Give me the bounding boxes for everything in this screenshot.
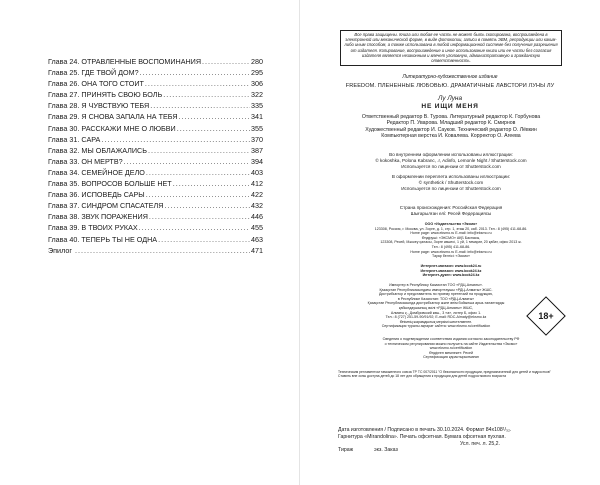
toc-chapter-title: ОНА ТОГО СТОИТ: [81, 79, 144, 89]
regulation-line: Техническим регламентом таможенного союза ТР ТС 007/2011 "О безопасности продукции, предназначенной для детей и подростков": [338, 370, 551, 374]
editorial-credits: [340, 114, 562, 140]
toc-leader-dots: [101, 134, 250, 145]
toc-chapter-label: Глава 28.: [48, 101, 80, 111]
toc-chapter-label: Глава 24.: [48, 57, 80, 66]
toc-entry: [48, 78, 263, 89]
toc-chapter-label: Глава 32.: [48, 145, 80, 155]
publisher-line: Home page: www.eksmo.ru E-mail: info@eksmo.ru: [410, 231, 492, 236]
publisher-line: Өндіруші: «ЭКСМО» АҚБ Баспасы,: [421, 235, 481, 240]
toc-leader-dots: [148, 145, 250, 156]
production-line: Гарнитура «Mirandolina». Печать офсетная. Бумага офсетная пухлая.: [338, 433, 506, 440]
toc-chapter-label: Глава 29.: [48, 112, 80, 122]
origin-line: Шығарылған елі: Ресей Федерациясы: [410, 211, 492, 216]
toc-leader-dots: [140, 67, 250, 78]
toc-entry: [48, 211, 263, 222]
series-name: FREEDOM. ПЛЕНЕННЫЕ ЛЮБОВЬЮ. ДРАМАТИЧНЫЕ ЛАВСТОРИ ЛУНЫ ЛУ: [345, 83, 555, 89]
toc-chapter-label: Глава 34.: [48, 167, 80, 177]
toc-entry: [48, 156, 263, 167]
cert-line: Өндірген мемлекет: Ресей: [428, 350, 474, 355]
origin-line: Страна происхождения: Российская Федерация: [399, 205, 503, 210]
illus-line: Используется по лицензии от Shutterstock.com: [401, 186, 501, 191]
shop-link: Интернет-дүкен: www.book24.kz: [422, 273, 480, 278]
importer-line: Сертификация туралы ақпарат сайтта: www.eksmo.ru/certification: [381, 324, 491, 329]
toc-leader-dots: [75, 245, 250, 256]
cert-line: www.eksmo.ru/certification: [429, 346, 473, 351]
toc-chapter-title: МЫ ОБЛАЖАЛИСЬ: [81, 145, 147, 155]
toc-chapter-title: ЗВУК ПОРАЖЕНИЯ: [81, 212, 148, 222]
toc-leader-dots: [163, 89, 250, 100]
toc-page-number: 387: [251, 145, 263, 155]
print-run-label: Тираж: [338, 447, 354, 454]
toc-leader-dots: [202, 56, 250, 67]
publisher-line: 123308, Россия, г. Москва, ул. Зорге, д. 1, стр. 1, этаж 20, каб. 2013. Тел.: 8 (495) 411-68-86.: [374, 226, 528, 231]
importer-line: Қазақстан Республикасындағы импорттаушы «РДЦ-Алматы» ЖШС.: [379, 287, 493, 292]
toc-page-number: 341: [251, 112, 263, 122]
toc-chapter-label: Глава 31.: [48, 134, 80, 144]
toc-chapter-label: Глава 27.: [48, 90, 80, 100]
toc-entry: [48, 56, 263, 67]
toc-chapter-title: ИСПОВЕДЬ САРЫ: [81, 190, 145, 200]
importer-line: қабылдаушының өкілі «РДЦ-Алматы» ЖШС,: [398, 305, 474, 310]
toc-entry: [48, 123, 263, 134]
credit-line: Ответственный редактор В. Турова. Литературный редактор К. Горбунова: [361, 114, 541, 120]
publisher-line: 123308, Ресей, Мәскеу қаласы, Зорге көшесі, 1 үй, 1 ғимарат, 20 қабат, офис 2013 ж.: [380, 240, 522, 245]
toc-chapter-title: РАССКАЖИ МНЕ О ЛЮБВИ: [81, 123, 176, 133]
toc-chapter-label: Глава 25.: [48, 68, 80, 78]
certification-block: [350, 337, 552, 360]
illus-line: Используется по лицензии от Shutterstock.com: [401, 164, 501, 169]
cert-line: Сертификация қарастырылмаған: [423, 355, 479, 360]
toc-page-number: 471: [251, 245, 263, 255]
toc-chapter-label: Глава 40.: [48, 234, 80, 244]
importer-line: Импортер в Республику Казахстан ТОО «РДЦ-Алматы».: [389, 283, 483, 287]
cert-line: о техническом регулировании можно получить на сайте Издательства «Эксмо»: [384, 341, 518, 346]
order-label: экз. Заказ: [374, 447, 398, 454]
toc-leader-dots: [146, 189, 250, 200]
toc-chapter-label: Глава 30.: [48, 123, 80, 133]
toc-entry: [48, 100, 263, 111]
publisher-block: [350, 222, 552, 259]
toc-page-number: 446: [251, 212, 263, 222]
illustration-credits: [340, 152, 562, 192]
toc-entry: [48, 234, 263, 245]
author-name: Лу Луна: [438, 95, 462, 102]
regulation-notice: [338, 370, 570, 379]
toc-chapter-label: Глава 37.: [48, 201, 80, 211]
toc-chapter-label: Глава 33.: [48, 156, 80, 166]
toc-chapter-label: Глава 26.: [48, 79, 80, 89]
illus-line: © synthetick / Shutterstock.com: [418, 180, 484, 185]
table-of-contents: [48, 56, 263, 256]
toc-chapter-label: Глава 35.: [48, 179, 80, 189]
importer-block: [344, 283, 528, 329]
importer-line: Алматы қ., Домбровский көш., 3 «а», литер Б, офис 1.: [390, 310, 482, 315]
book-title: НЕ ИЩИ МЕНЯ: [421, 103, 479, 110]
toc-entry: [48, 67, 263, 78]
toc-chapter-title: Я ЧУВСТВУЮ ТЕБЯ: [81, 101, 150, 111]
shop-link: Интернет-магазин: www.book24.kz: [420, 268, 482, 273]
toc-leader-dots: [150, 100, 250, 111]
toc-page-number: 322: [251, 90, 263, 100]
rights-notice: Все права защищены. Книга или любая ее часть не может быть скопирована, воспроизведена в электронной или механической форме, в виде фотокопии, записи в память ЭВМ, репродукции или каким-либо иным способом, а также использована в любой информационной системе без получения разрешения от издателя. Копирование, воспроизведение и иное использование книги или ее части без согласия издателя является незаконным и влечет уголовную, административную и гражданскую ответственность.: [340, 30, 562, 66]
toc-chapter-title: ГДЕ ТВОЙ ДОМ?: [81, 68, 139, 78]
toc-chapter-title: СЕМЕЙНОЕ ДЕЛО: [81, 167, 145, 177]
toc-leader-dots: [177, 123, 250, 134]
toc-page-number: 394: [251, 156, 263, 166]
credit-line: Редактор П. Уварова. Младший редактор К. Смирнов: [386, 120, 516, 127]
publisher-line: Home page: www.eksmo.ru E-mail: info@eksmo.ru: [410, 249, 492, 254]
importer-line: в Республике Казахстан: ТОО «РДЦ-Алматы»: [397, 296, 475, 301]
toc-chapter-title: ТЕПЕРЬ ТЫ НЕ ОДНА: [81, 234, 158, 244]
toc-page-number: 370: [251, 134, 263, 144]
toc-leader-dots: [145, 78, 250, 89]
toc-page-number: 463: [251, 234, 263, 244]
toc-leader-dots: [149, 211, 250, 222]
toc-page-number: 355: [251, 123, 263, 133]
toc-chapter-label: Глава 39.: [48, 223, 80, 233]
importer-line: Дистрибьютор и представитель по приему претензий на продукцию,: [378, 292, 494, 297]
toc-chapter-label: Глава 38.: [48, 212, 80, 222]
toc-chapter-title: ОТРАВЛЕННЫЕ ВОСПОМИНАНИЯ: [81, 57, 202, 66]
toc-leader-dots: [139, 222, 250, 233]
toc-entry: [48, 89, 263, 100]
toc-page-number: 295: [251, 68, 263, 78]
toc-page-number: 403: [251, 167, 263, 177]
publisher-line: Тауар белгісі: «Эксмо»: [432, 254, 470, 259]
toc-chapter-title: СИНДРОМ СПАСАТЕЛЯ: [81, 201, 164, 211]
toc-chapter-label: Эпилог: [48, 245, 72, 255]
toc-entry: [48, 111, 263, 122]
toc-entry: [48, 134, 263, 145]
toc-chapter-title: ОН МЕРТВ?: [81, 156, 123, 166]
toc-chapter-label: Глава 36.: [48, 190, 80, 200]
toc-chapter-title: ПРИНЯТЬ СВОЮ БОЛЬ: [81, 90, 163, 100]
importer-line: Өнімнің жарамдылық мерзімі шектелмеген.: [399, 319, 473, 324]
genre-label: Литературно-художественное издание: [402, 74, 498, 80]
toc-page-number: 335: [251, 101, 263, 111]
toc-leader-dots: [158, 234, 250, 245]
toc-leader-dots: [146, 167, 250, 178]
toc-entry: [48, 189, 263, 200]
toc-leader-dots: [173, 178, 250, 189]
publisher-line: Тел.: 8 (495) 411-68-86.: [431, 244, 471, 249]
toc-chapter-title: Я СНОВА ЗАПАЛА НА ТЕБЯ: [81, 112, 178, 122]
origin-block: [350, 205, 552, 217]
importer-line: Қазақстан Республикасында дистрибьютор және өнім бойынша арыз-талаптарды: [367, 301, 505, 306]
toc-page-number: 432: [251, 201, 263, 211]
illus-line: © kokoshka, Polona Kabranc, .r, Adinfo, Lemonle Night / Shutterstock.com: [375, 158, 527, 163]
cert-line: Сведения о подтверждении соответствия издания согласно законодательству РФ: [382, 337, 520, 341]
illus-line: В оформлении переплета использованы иллюстрации:: [391, 174, 511, 179]
publisher-name: ООО «Издательство «Эксмо»: [424, 222, 478, 226]
importer-line: Тел.: 8 (727) 251-59-90/91/92; E-mail: RDC-Almaty@eksmo.kz: [385, 315, 487, 320]
toc-chapter-title: ВОПРОСОВ БОЛЬШЕ НЕТ: [81, 179, 172, 189]
toc-chapter-title: В ТВОИХ РУКАХ: [81, 223, 138, 233]
toc-leader-dots: [179, 111, 250, 122]
toc-leader-dots: [164, 200, 250, 211]
toc-entry: [48, 200, 263, 211]
production-info: [338, 427, 570, 454]
toc-page-number: 306: [251, 79, 263, 89]
regulation-line: Ставить вне зоны доступа детей до 18 лет для обращения к продукции для детей подросткового возраста: [338, 374, 506, 379]
toc-entry: [48, 222, 263, 233]
toc-chapter-title: САРА: [81, 134, 101, 144]
toc-page-number: 412: [251, 179, 263, 189]
print-run-line: [338, 447, 570, 454]
production-line: Усл. печ. л. 25,2.: [459, 440, 500, 447]
toc-page-number: 422: [251, 190, 263, 200]
toc-page-number: 280: [251, 57, 263, 66]
toc-entry: [48, 145, 263, 156]
right-page: [300, 0, 600, 485]
age-rating: 18+: [538, 311, 554, 321]
credit-line: Художественный редактор И. Сауков. Технический редактор О. Лёвкин: [365, 126, 537, 133]
toc-leader-dots: [124, 156, 250, 167]
production-line: Дата изготовления / Подписано в печать 30.10.2024. Формат 84x108¹/₃₂.: [338, 427, 512, 433]
credit-line: Компьютерная верстка И. Ковалева. Корректор О. Агеева: [381, 133, 521, 140]
toc-entry: [48, 245, 263, 256]
toc-entry: [48, 178, 263, 189]
shops-block: [350, 264, 552, 278]
toc-page-number: 455: [251, 223, 263, 233]
shop-link: Интернет-магазин: www.book24.ru: [420, 264, 482, 268]
toc-entry: [48, 167, 263, 178]
illus-line: Во внутреннем оформлении использованы иллюстрации:: [389, 152, 513, 157]
